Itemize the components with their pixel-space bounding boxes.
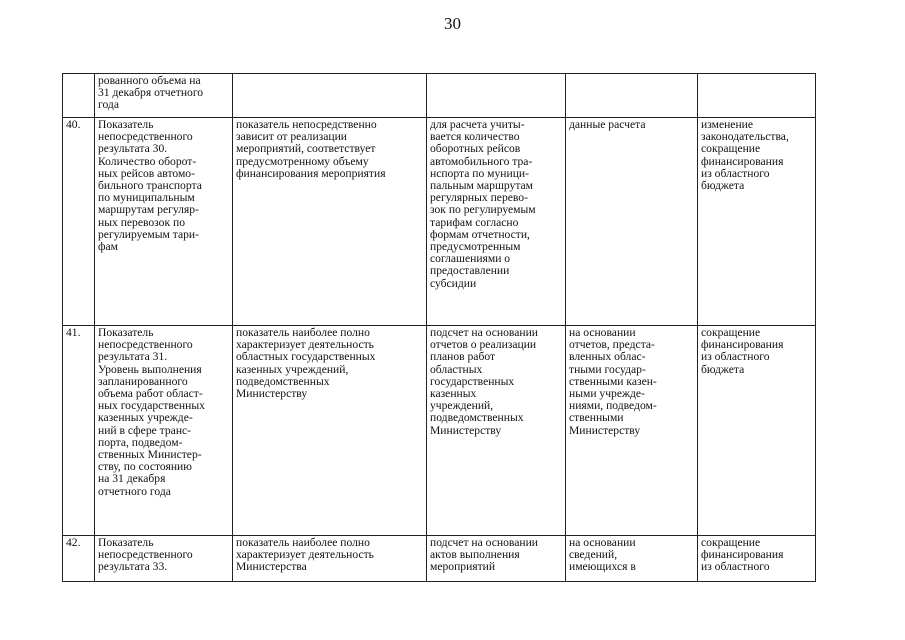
text-line: тарифам согласно bbox=[430, 215, 519, 229]
definition-cell bbox=[233, 74, 427, 118]
text-line: ственными казен- bbox=[569, 374, 657, 388]
text-line: сведений, bbox=[569, 548, 618, 562]
text-line: актов выполнения bbox=[430, 548, 520, 562]
text-line: бильного транспорта bbox=[98, 179, 202, 193]
text-line: автомобильного тра- bbox=[430, 154, 533, 168]
text-line: ственных Министер- bbox=[98, 448, 202, 462]
text-line: ных рейсов автомо- bbox=[98, 166, 195, 180]
text-line: областных bbox=[430, 362, 483, 376]
text-line: Министерству bbox=[569, 423, 641, 437]
text-line: Количество оборот- bbox=[98, 154, 197, 168]
text-line: непосредственного bbox=[98, 338, 193, 352]
text-line: областных государственных bbox=[236, 350, 376, 364]
text-line: по муниципальным bbox=[98, 191, 195, 205]
row-number bbox=[63, 74, 95, 118]
factors-cell bbox=[698, 326, 816, 536]
method-cell bbox=[427, 118, 566, 326]
method-cell bbox=[427, 536, 566, 582]
text-line: показатель наиболее полно bbox=[236, 326, 370, 339]
source-cell bbox=[566, 536, 698, 582]
text-line: сокращение bbox=[701, 326, 761, 339]
text-line: оборотных рейсов bbox=[430, 142, 521, 156]
text-line: данные расчета bbox=[569, 118, 646, 131]
definition-cell bbox=[233, 536, 427, 582]
page-number: 30 bbox=[444, 14, 461, 33]
text-line: регулярных перево- bbox=[430, 191, 528, 205]
text-line: из областного bbox=[701, 560, 770, 574]
text-line: ными учрежде- bbox=[569, 387, 645, 401]
text-line: 31 декабря отчетного bbox=[98, 86, 204, 100]
text-line: на 31 декабря bbox=[98, 472, 166, 486]
text-line: финансирования мероприятия bbox=[236, 166, 386, 180]
text-line: соглашениями о bbox=[430, 252, 511, 266]
text-line: изменение bbox=[701, 118, 754, 131]
text-line: Показатель bbox=[98, 536, 154, 549]
indicator-cell bbox=[95, 74, 233, 118]
text-line: Уровень выполнения bbox=[98, 362, 202, 376]
source-cell bbox=[566, 326, 698, 536]
factors-cell bbox=[698, 536, 816, 582]
text-line: объема работ област- bbox=[98, 387, 203, 401]
text-line: непосредственного bbox=[98, 130, 193, 144]
text-line: на основании bbox=[569, 536, 636, 549]
indicator-cell bbox=[95, 118, 233, 326]
text-line: подсчет на основании bbox=[430, 326, 538, 339]
text-line: предоставлении bbox=[430, 264, 510, 278]
text-line: ных перевозок по bbox=[98, 215, 186, 229]
text-line: отчетов, предста- bbox=[569, 338, 655, 352]
text-line: характеризует деятельность bbox=[236, 548, 374, 562]
factors-cell bbox=[698, 118, 816, 326]
table-row bbox=[63, 326, 816, 536]
table-row bbox=[63, 74, 816, 118]
definition-cell bbox=[233, 326, 427, 536]
text-line: результата 33. bbox=[98, 560, 168, 574]
text-line: регулируемым тари- bbox=[98, 227, 199, 241]
text-line: казенных учрежде- bbox=[98, 411, 193, 425]
text-line: ниями, подведом- bbox=[569, 399, 657, 413]
text-line: для расчета учиты- bbox=[430, 118, 525, 131]
text-line: предусмотренному объему bbox=[236, 154, 369, 168]
text-line: мероприятий, соответствует bbox=[236, 142, 376, 156]
text-line: порта, подведом- bbox=[98, 435, 183, 449]
text-line: подведомственных bbox=[430, 411, 524, 425]
text-line: сокращение bbox=[701, 536, 761, 549]
text-line: пальным маршрутам bbox=[430, 179, 534, 193]
text-line: финансирования bbox=[701, 154, 784, 168]
method-cell bbox=[427, 326, 566, 536]
text-line: бюджета bbox=[701, 362, 745, 376]
text-line: ных государственных bbox=[98, 399, 205, 413]
text-line: Показатель bbox=[98, 118, 154, 131]
text-line: учреждений, bbox=[430, 399, 494, 413]
source-cell bbox=[566, 74, 698, 118]
text-line: зависит от реализации bbox=[236, 130, 347, 144]
text-line: мероприятий bbox=[430, 560, 496, 574]
text-line: непосредственного bbox=[98, 548, 193, 562]
text-line: тными государ- bbox=[569, 362, 646, 376]
text-line: Показатель bbox=[98, 326, 154, 339]
text-line: ственными bbox=[569, 411, 624, 425]
text-line: рованного объема на bbox=[98, 74, 201, 87]
text-line: отчетного года bbox=[98, 484, 171, 498]
text-line: законодательства, bbox=[701, 130, 789, 144]
text-line: вается количество bbox=[430, 130, 520, 144]
row-number: 41. bbox=[63, 326, 95, 536]
text-line: из областного bbox=[701, 166, 770, 180]
text-line: подсчет на основании bbox=[430, 536, 538, 549]
text-line: характеризует деятельность bbox=[236, 338, 374, 352]
indicator-table bbox=[62, 73, 816, 582]
text-line: формам отчетности, bbox=[430, 227, 530, 241]
text-line: года bbox=[98, 98, 119, 112]
text-line: запланированного bbox=[98, 374, 188, 388]
indicator-cell bbox=[95, 326, 233, 536]
text-line: предусмотренным bbox=[430, 240, 521, 254]
text-line: Министерства bbox=[236, 560, 307, 574]
text-line: на основании bbox=[569, 326, 636, 339]
text-line: маршрутам регуляр- bbox=[98, 203, 199, 217]
text-line: зок по регулируемым bbox=[430, 203, 536, 217]
text-line: отчетов о реализации bbox=[430, 338, 537, 352]
row-number: 40. bbox=[63, 118, 95, 326]
text-line: вленных облас- bbox=[569, 350, 646, 364]
text-line: показатель наиболее полно bbox=[236, 536, 370, 549]
text-line: государственных bbox=[430, 374, 515, 388]
text-line: результата 30. bbox=[98, 142, 168, 156]
table-body bbox=[63, 74, 816, 582]
text-line: фам bbox=[98, 240, 118, 254]
text-line: ний в сфере транс- bbox=[98, 423, 192, 437]
text-line: имеющихся в bbox=[569, 560, 636, 574]
table-row bbox=[63, 536, 816, 582]
text-line: ству, по состоянию bbox=[98, 460, 192, 474]
text-line: результата 31. bbox=[98, 350, 168, 364]
text-line: планов работ bbox=[430, 350, 496, 364]
indicator-cell bbox=[95, 536, 233, 582]
table-row bbox=[63, 118, 816, 326]
text-line: казенных bbox=[430, 387, 477, 401]
text-line: Министерству bbox=[430, 423, 502, 437]
text-line: сокращение bbox=[701, 142, 761, 156]
text-line: финансирования bbox=[701, 338, 784, 352]
definition-cell bbox=[233, 118, 427, 326]
text-line: из областного bbox=[701, 350, 770, 364]
text-line: Министерству bbox=[236, 387, 308, 401]
text-line: показатель непосредственно bbox=[236, 118, 377, 131]
factors-cell bbox=[698, 74, 816, 118]
row-number: 42. bbox=[63, 536, 95, 582]
source-cell bbox=[566, 118, 698, 326]
text-line: казенных учреждений, bbox=[236, 362, 349, 376]
text-line: подведомственных bbox=[236, 374, 330, 388]
method-cell bbox=[427, 74, 566, 118]
text-line: субсидии bbox=[430, 276, 477, 290]
text-line: нспорта по муници- bbox=[430, 166, 529, 180]
text-line: бюджета bbox=[701, 179, 745, 193]
text-line: финансирования bbox=[701, 548, 784, 562]
